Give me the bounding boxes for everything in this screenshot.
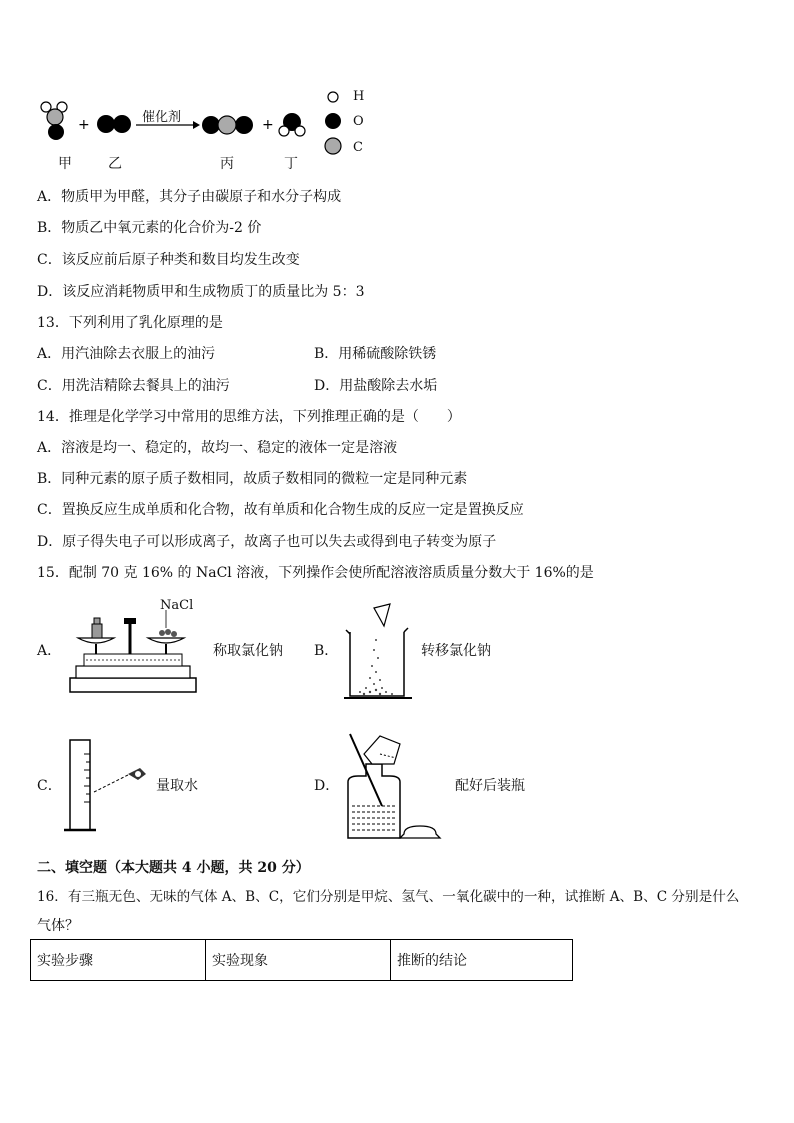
q14-option-d: D．原子得失电子可以形成离子，故离子也可以失去或得到电子转变为原子 xyxy=(37,534,497,550)
table-header-observation: 实验现象 xyxy=(206,940,391,981)
table-header-steps: 实验步骤 xyxy=(31,940,206,981)
q15-letter-c: C． xyxy=(37,778,62,794)
molecule-yi xyxy=(97,115,131,133)
label-bing: 丙 xyxy=(220,156,234,172)
table-row xyxy=(31,940,573,981)
legend-c: C xyxy=(353,140,363,155)
q15-caption-a: 称取氯化钠 xyxy=(213,643,283,659)
q16-stem-line2: 气体？ xyxy=(37,918,79,934)
molecule-ding xyxy=(279,113,305,136)
nacl-tag: NaCl xyxy=(160,598,194,613)
q13-option-a: A．用汽油除去衣服上的油污 xyxy=(37,346,216,362)
molecule-jia xyxy=(41,102,67,140)
q15-letter-b: B． xyxy=(314,643,339,659)
q12-option-c: C．该反应前后原子种类和数目均发生改变 xyxy=(37,252,300,268)
q14-option-b: B．同种元素的原子质子数相同，故质子数相同的微粒一定是同种元素 xyxy=(37,471,468,487)
q12-option-a: A．物质甲为甲醛，其分子由碳原子和水分子构成 xyxy=(37,189,342,205)
q15-letter-a: A． xyxy=(37,643,62,659)
section-heading: 二、填空题（本大题共 4 小题，共 20 分） xyxy=(37,860,310,876)
label-yi: 乙 xyxy=(108,156,122,172)
arrow-head xyxy=(193,121,200,129)
q15-letter-d: D． xyxy=(314,778,340,794)
q15-stem: 15．配制 70 克 16% 的 NaCl 溶液，下列操作会使所配溶液溶质质量分数大于 16%的是 xyxy=(37,565,594,581)
q14-option-c: C．置换反应生成单质和化合物，故有单质和化合物生成的反应一定是置换反应 xyxy=(37,502,524,518)
legend xyxy=(325,92,341,154)
q13-option-d: D．用盐酸除去水垢 xyxy=(314,378,438,394)
beaker-transfer-illustration xyxy=(340,600,420,700)
q16-stem-line1: 16．有三瓶无色、无味的气体 A、B、C，它们分别是甲烷、氢气、一氧化碳中的一种，试推断 A、B、C 分别是什么 xyxy=(37,889,740,905)
q14-option-a: A．溶液是均一、稳定的，故均一、稳定的液体一定是溶液 xyxy=(37,440,398,456)
q14-stem: 14．推理是化学学习中常用的思维方法，下列推理正确的是（ ） xyxy=(37,409,461,425)
legend-o: O xyxy=(353,114,364,129)
plus-sign: + xyxy=(262,117,274,133)
q12-option-b: B．物质乙中氧元素的化合价为-2 价 xyxy=(37,220,262,236)
experiment-table xyxy=(30,939,573,981)
catalyst-label: 催化剂 xyxy=(142,110,182,125)
label-ding: 丁 xyxy=(284,156,298,172)
q13-stem: 13．下列利用了乳化原理的是 xyxy=(37,315,223,331)
molecule-bing xyxy=(202,116,253,134)
q13-option-b: B．用稀硫酸除铁锈 xyxy=(314,346,437,362)
q13-option-c: C．用洗洁精除去餐具上的油污 xyxy=(37,378,230,394)
bottle-pour-illustration xyxy=(340,730,460,840)
q15-caption-c: 量取水 xyxy=(156,778,198,794)
plus-sign: + xyxy=(78,117,90,133)
table-header-conclusion: 推断的结论 xyxy=(391,940,573,981)
q12-option-d: D．该反应消耗物质甲和生成物质丁的质量比为 5：3 xyxy=(37,284,365,300)
label-jia: 甲 xyxy=(58,156,72,172)
q15-caption-d: 配好后装瓶 xyxy=(455,778,525,794)
legend-h: H xyxy=(353,89,365,104)
cylinder-reading-illustration xyxy=(62,736,162,836)
q15-caption-b: 转移氯化钠 xyxy=(421,643,491,659)
